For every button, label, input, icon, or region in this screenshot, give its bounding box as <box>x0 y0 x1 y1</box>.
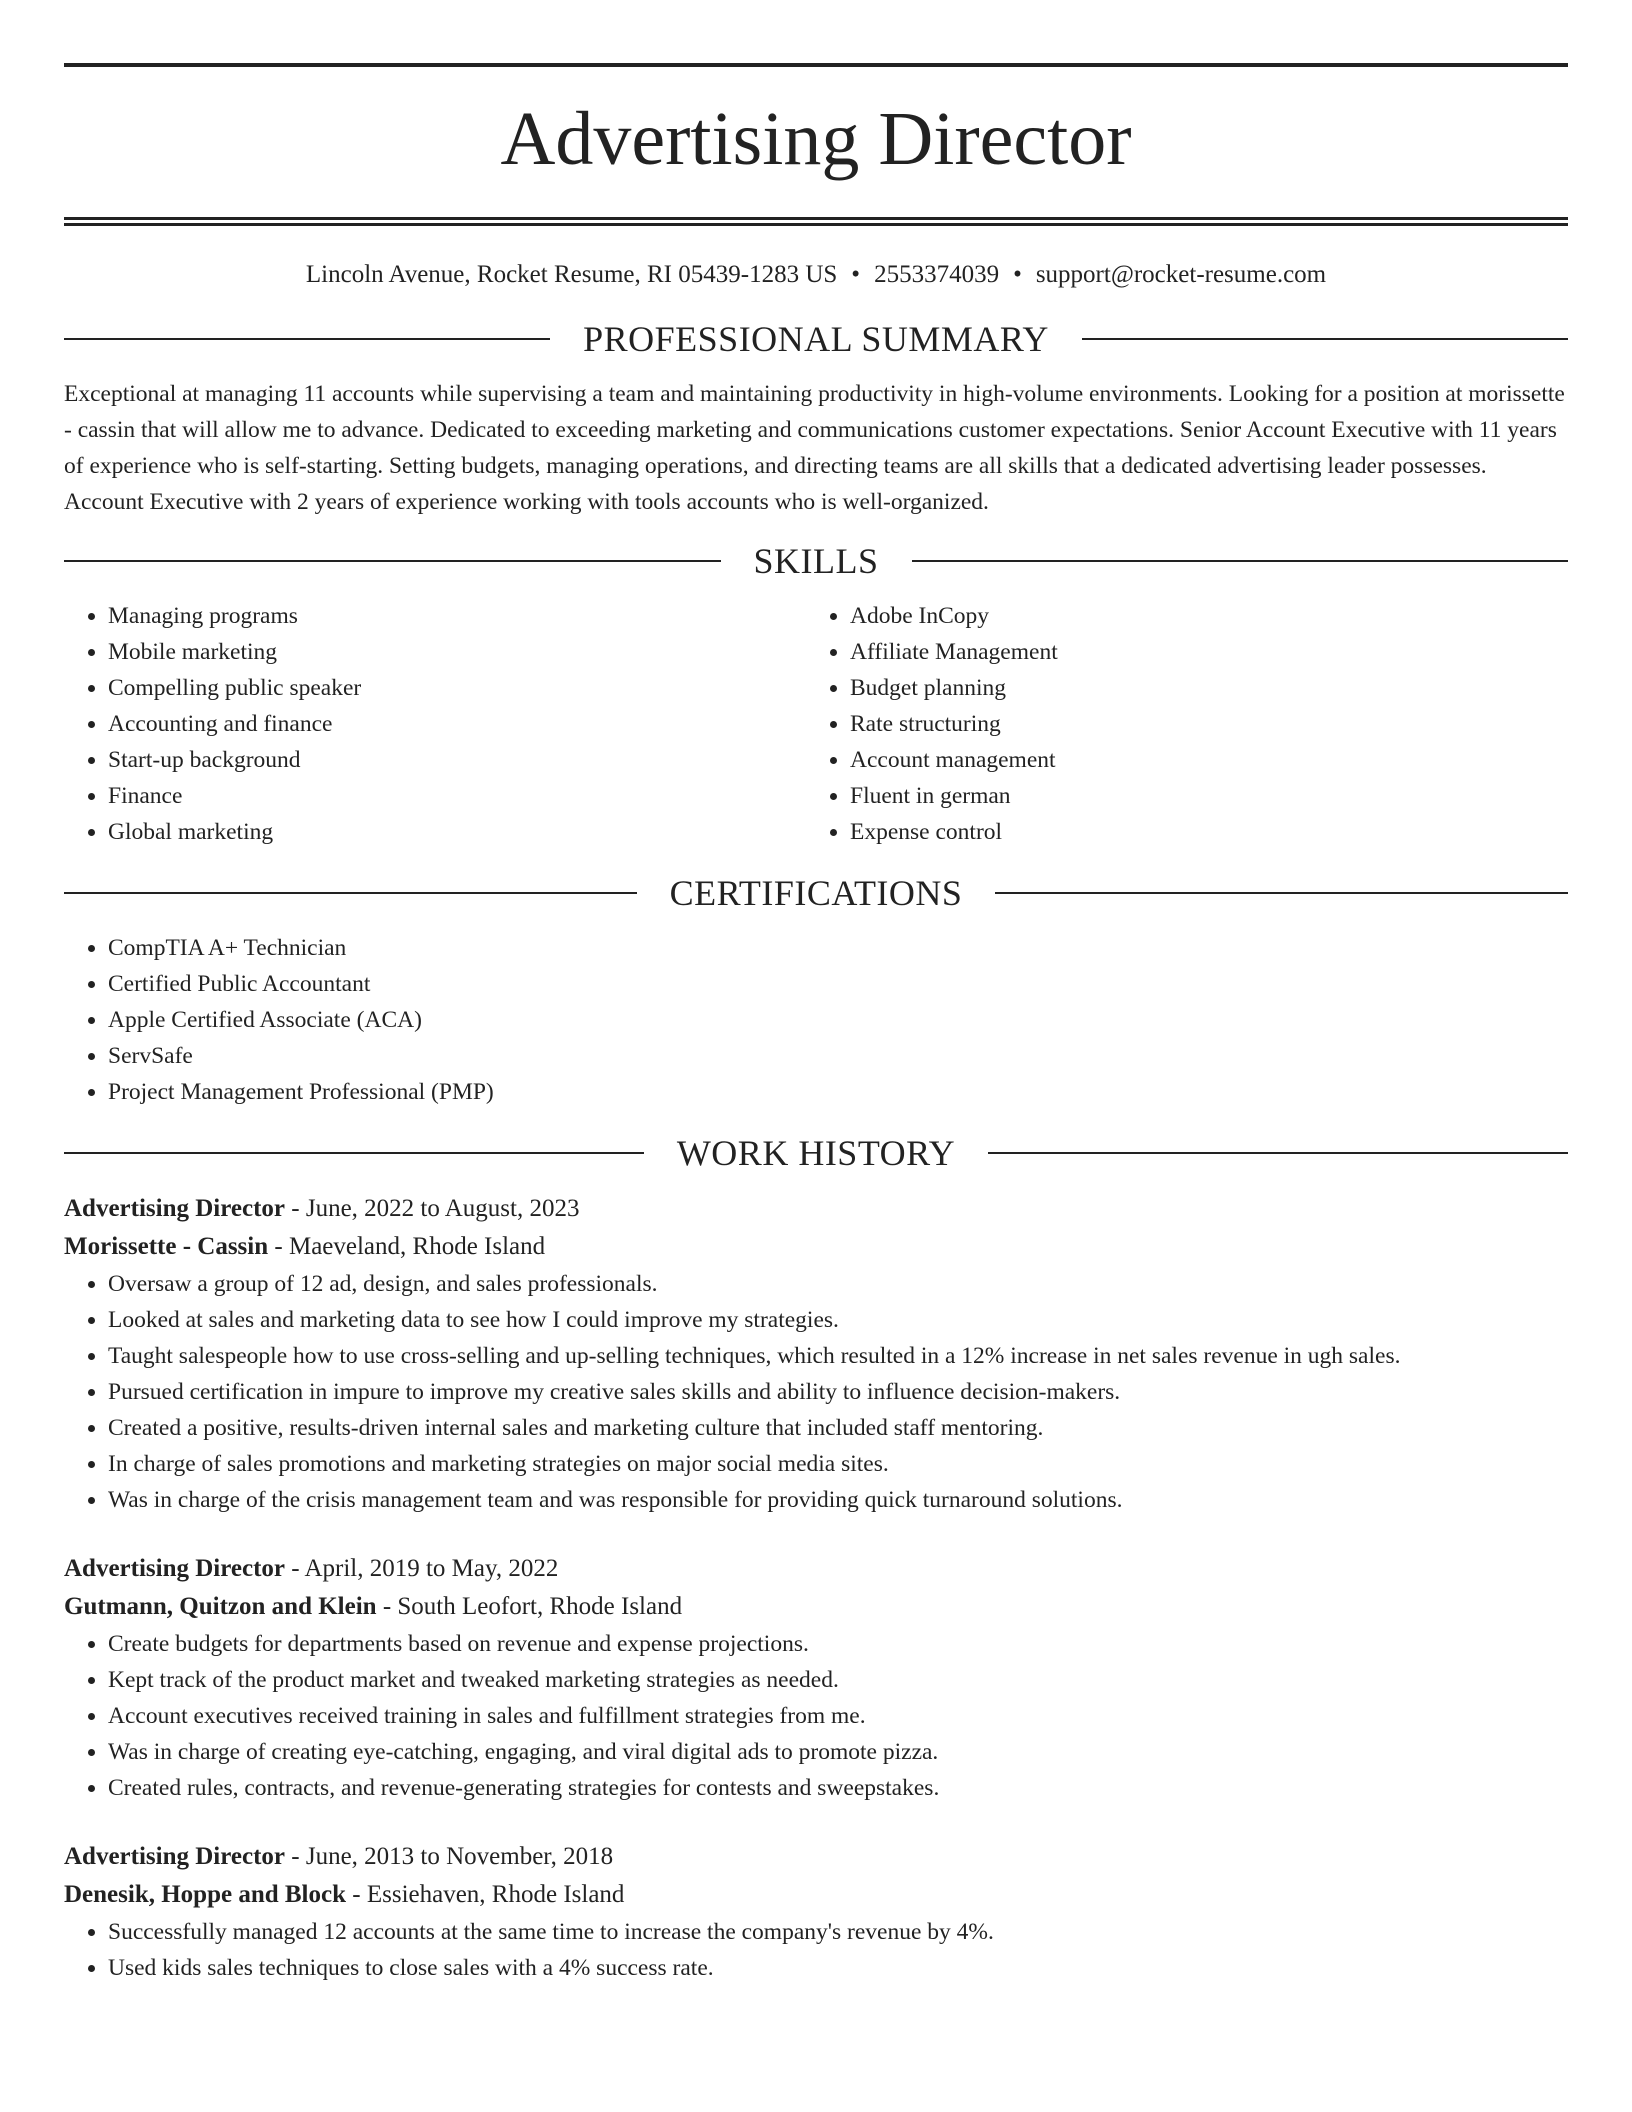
skill-item: • Accounting and finance <box>108 706 806 742</box>
job-dates: - June, 2013 to November, 2018 <box>285 1843 614 1870</box>
job-title-line <box>64 1550 1568 1588</box>
job-dates: - June, 2022 to August, 2023 <box>285 1195 580 1222</box>
contact-separator: • <box>851 261 861 288</box>
job-bullet: • Was in charge of the crisis management team and was responsible for providing quick turnaround solutions. <box>108 1482 1568 1518</box>
resume-page <box>64 63 1568 1986</box>
header-top-rule <box>64 63 1568 67</box>
skills-column-right <box>806 598 1548 850</box>
certification-item: • ServSafe <box>108 1038 1568 1074</box>
skill-item: • Rate structuring <box>850 706 1548 742</box>
skill-item: • Finance <box>108 778 806 814</box>
skill-item: • Compelling public speaker <box>108 670 806 706</box>
job-company: Morissette - Cassin <box>64 1233 269 1260</box>
skill-item: • Adobe InCopy <box>850 598 1548 634</box>
heading-rule-right <box>1082 338 1568 340</box>
job-title-line <box>64 1838 1568 1876</box>
job-bullet: • Create budgets for departments based on revenue and expense projections. <box>108 1626 1568 1662</box>
summary-heading-label: PROFESSIONAL SUMMARY <box>583 319 1049 359</box>
job-bullet: • In charge of sales promotions and marketing strategies on major social media sites. <box>108 1446 1568 1482</box>
skill-item: • Mobile marketing <box>108 634 806 670</box>
work-history-heading-label: WORK HISTORY <box>676 1133 956 1173</box>
skill-item: • Managing programs <box>108 598 806 634</box>
skills-list-left <box>64 598 806 850</box>
job-title-line <box>64 1190 1568 1228</box>
summary-heading <box>64 318 1568 360</box>
contact-line <box>64 260 1568 290</box>
job-bullet: • Account executives received training in sales and fulfillment strategies from me. <box>108 1698 1568 1734</box>
job-title: Advertising Director <box>64 1843 286 1870</box>
job-company-line <box>64 1228 1568 1266</box>
heading-rule-right <box>988 1152 1568 1154</box>
job-title: Advertising Director <box>64 1555 286 1582</box>
job-bullet: • Created rules, contracts, and revenue-generating strategies for contests and sweepstakes. <box>108 1770 1568 1806</box>
certification-item: • CompTIA A+ Technician <box>108 930 1568 966</box>
job-bullets <box>64 1626 1568 1806</box>
skill-item: • Fluent in german <box>850 778 1548 814</box>
job-title: Advertising Director <box>64 1195 286 1222</box>
job-bullets <box>64 1914 1568 1986</box>
contact-phone: 2553374039 <box>874 261 1000 288</box>
job-bullets <box>64 1266 1568 1518</box>
job-bullet: • Created a positive, results-driven internal sales and marketing culture that included staff mentoring. <box>108 1410 1568 1446</box>
contact-address: Lincoln Avenue, Rocket Resume, RI 05439-1283 US <box>305 261 838 288</box>
skill-item: • Start-up background <box>108 742 806 778</box>
job-company: Gutmann, Quitzon and Klein <box>64 1593 377 1620</box>
job-bullet: • Pursued certification in impure to improve my creative sales skills and ability to influence decision-makers. <box>108 1374 1568 1410</box>
summary-text: Exceptional at managing 11 accounts while supervising a team and maintaining productivity in high-volume environments. Looking for a position at morissette - cassin that will allow me to advance. Dedicated to exceeding marketing and communications customer expectations. Senior Account Executive with 11 years of experience who is self-starting. Setting budgets, managing operations, and directing teams are all skills that a dedicated advertising leader possesses. Account Executive with 2 years of experience working with tools accounts who is well-organized. <box>64 381 1565 515</box>
job-location: - South Leofort, Rhode Island <box>376 1593 683 1620</box>
job-bullet: • Oversaw a group of 12 ad, design, and sales professionals. <box>108 1266 1568 1302</box>
job-bullet: • Taught salespeople how to use cross-selling and up-selling techniques, which resulted in a 12% increase in net sales revenue in ugh sales. <box>108 1338 1568 1374</box>
certification-item: • Apple Certified Associate (ACA) <box>108 1002 1568 1038</box>
job-entry <box>64 1190 1568 1518</box>
contact-email: support@rocket-resume.com <box>1035 261 1327 288</box>
skill-item: • Global marketing <box>108 814 806 850</box>
skills-column-left <box>64 598 806 850</box>
certification-item: • Certified Public Accountant <box>108 966 1568 1002</box>
job-entry <box>64 1838 1568 1986</box>
job-bullet: • Kept track of the product market and tweaked marketing strategies as needed. <box>108 1662 1568 1698</box>
heading-rule-left <box>64 560 721 562</box>
skill-item: • Affiliate Management <box>850 634 1548 670</box>
heading-rule-left <box>64 892 637 894</box>
heading-rule-left <box>64 1152 644 1154</box>
skills-heading <box>64 540 1568 582</box>
job-bullet: • Successfully managed 12 accounts at the same time to increase the company's revenue by 4%. <box>108 1914 1568 1950</box>
heading-rule-left <box>64 338 550 340</box>
job-company-line <box>64 1876 1568 1914</box>
job-bullet: • Was in charge of creating eye-catching, engaging, and viral digital ads to promote pizza. <box>108 1734 1568 1770</box>
header-double-rule <box>64 217 1568 226</box>
skill-item: • Account management <box>850 742 1548 778</box>
job-entry <box>64 1550 1568 1806</box>
skill-item: • Expense control <box>850 814 1548 850</box>
job-bullet: • Used kids sales techniques to close sales with a 4% success rate. <box>108 1950 1568 1986</box>
skills-heading-label: SKILLS <box>753 541 879 581</box>
work-history-heading <box>64 1132 1568 1174</box>
job-location: - Maeveland, Rhode Island <box>268 1233 546 1260</box>
job-location: - Essiehaven, Rhode Island <box>346 1881 625 1908</box>
resume-title: Advertising Director <box>500 97 1132 181</box>
certifications-list <box>64 930 1568 1110</box>
job-company-line <box>64 1588 1568 1626</box>
certifications-heading <box>64 872 1568 914</box>
job-dates: - April, 2019 to May, 2022 <box>285 1555 559 1582</box>
heading-rule-right <box>995 892 1568 894</box>
job-company: Denesik, Hoppe and Block <box>64 1881 347 1908</box>
certifications-heading-label: CERTIFICATIONS <box>669 873 963 913</box>
heading-rule-right <box>912 560 1569 562</box>
job-bullet: • Looked at sales and marketing data to see how I could improve my strategies. <box>108 1302 1568 1338</box>
certification-item: • Project Management Professional (PMP) <box>108 1074 1568 1110</box>
skill-item: • Budget planning <box>850 670 1548 706</box>
skills-columns <box>64 598 1568 850</box>
contact-separator: • <box>1013 261 1022 288</box>
skills-list-right <box>806 598 1548 850</box>
